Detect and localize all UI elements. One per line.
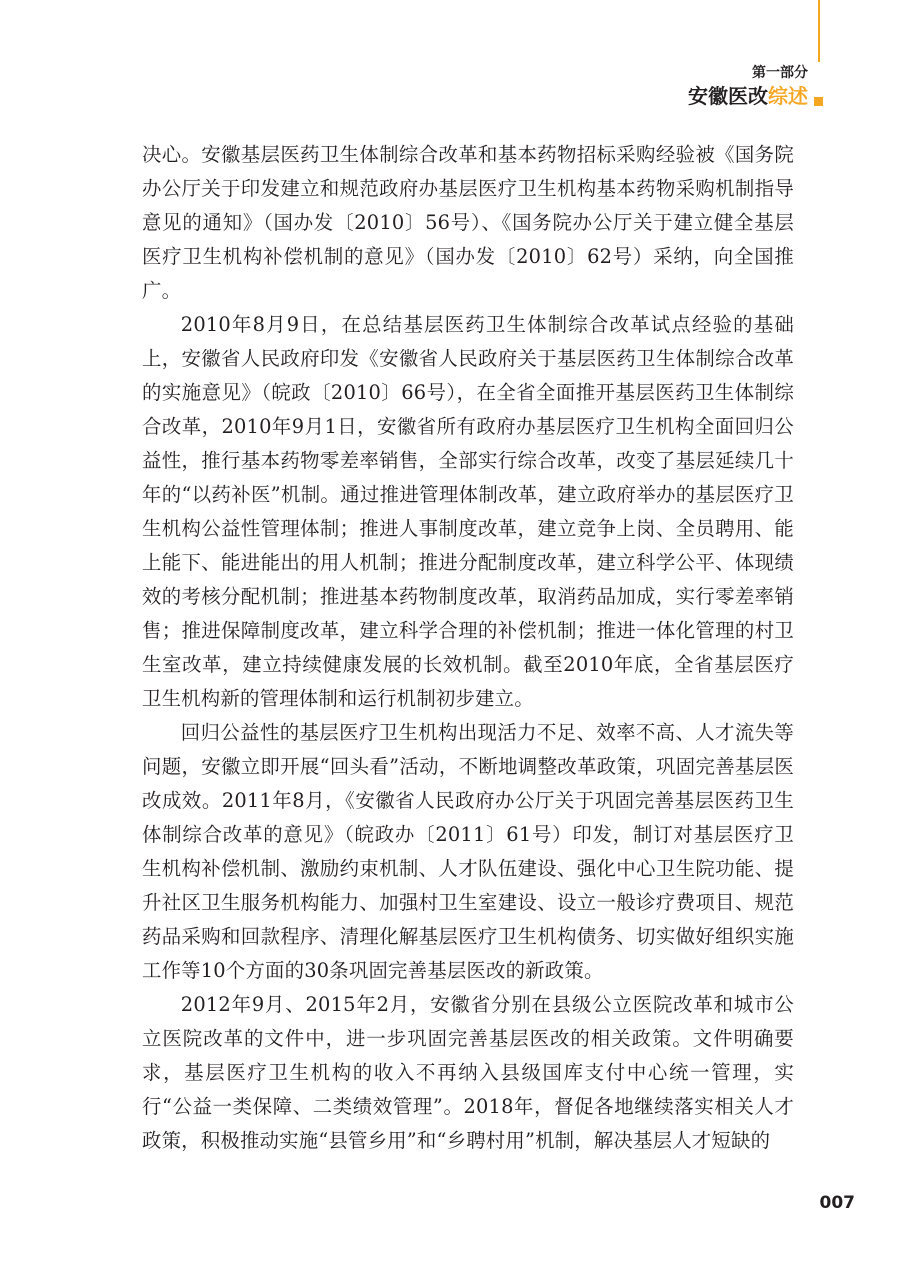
section-title-main: 安徽医改 bbox=[688, 84, 768, 108]
paragraph-continued: 决心。安徽基层医药卫生体制综合改革和基本药物招标采购经验被《国务院办公厅关于印发建立和规范政府办基层医疗卫生机构基本药物采购机制指导意见的通知》（国办发〔2010〕56号）、《国务院办公厅关于建立健全基层医疗卫生机构补偿机制的意见》（国办发〔2010〕62号）采纳，向全国推广。 bbox=[142, 143, 794, 302]
paragraph: 回归公益性的基层医疗卫生机构出现活力不足、效率不高、人才流失等问题，安徽立即开展“回头看”活动，不断地调整改革政策，巩固完善基层医改成效。2011年8月，《安徽省人民政府办公厅关于巩固完善基层医药卫生体制综合改革的意见》（皖政办〔2011〕61号）印发，制订对基层医疗卫生机构补偿机制、激励约束机制、人才队伍建设、强化中心卫生院功能、提升社区卫生服务机构能力、加强村卫生室建设、设立一般诊疗费项目、规范药品采购和回款程序、清理化解基层医疗卫生机构债务、切实做好组织实施工作等10个方面的30条巩固完善基层医改的新政策。 bbox=[142, 721, 794, 982]
paragraph: 2012年9月、2015年2月，安徽省分别在县级公立医院改革和城市公立医院改革的文件中，进一步巩固完善基层医改的相关政策。文件明确要求，基层医疗卫生机构的收入不再纳入县级国库支付中心统一管理，实行“公益一类保障、二类绩效管理”。2018年，督促各地继续落实相关人才政策，积极推动实施“县管乡用”和“乡聘村用”机制，解决基层人才短缺的 bbox=[142, 993, 794, 1152]
body-text bbox=[142, 138, 794, 1158]
page-number: 007 bbox=[819, 1193, 855, 1213]
paragraph: 2010年8月9日，在总结基层医药卫生体制综合改革试点经验的基础上，安徽省人民政府印发《安徽省人民政府关于基层医药卫生体制综合改革的实施意见》（皖政〔2010〕66号），在全省全面推开基层医药卫生体制综合改革，2010年9月1日，安徽省所有政府办基层医疗卫生机构全面回归公益性，推行基本药物零差率销售，全部实行综合改革，改变了基层延续几十年的“以药补医”机制。通过推进管理体制改革，建立政府举办的基层医疗卫生机构公益性管理体制；推进人事制度改革，建立竞争上岗、全员聘用、能上能下、能进能出的用人机制；推进分配制度改革，建立科学公平、体现绩效的考核分配机制；推进基本药物制度改革，取消药品加成，实行零差率销售；推进保障制度改革，建立科学合理的补偿机制；推进一体化管理的村卫生室改革，建立持续健康发展的长效机制。截至2010年底，全省基层医疗卫生机构新的管理体制和运行机制初步建立。 bbox=[142, 313, 794, 710]
header-square-marker bbox=[814, 97, 823, 106]
running-header bbox=[688, 64, 808, 110]
section-title bbox=[688, 82, 808, 110]
section-title-accent: 综述 bbox=[768, 84, 808, 108]
part-label: 第一部分 bbox=[752, 65, 808, 81]
header-accent-rule bbox=[818, 0, 820, 62]
